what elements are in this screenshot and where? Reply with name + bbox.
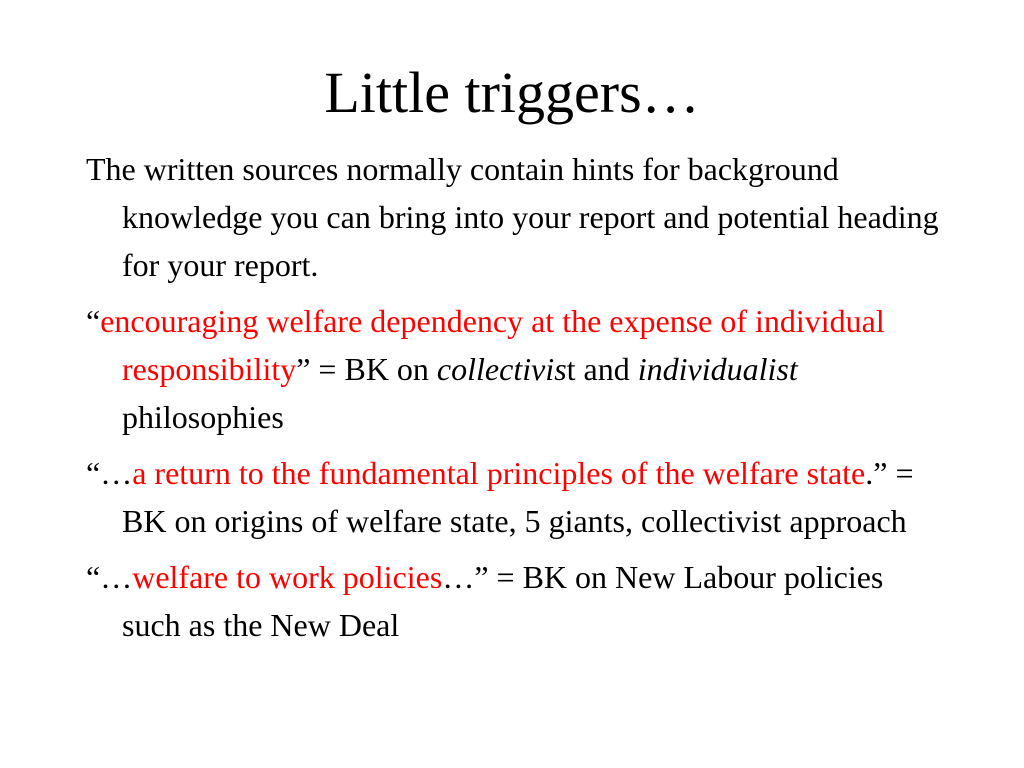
note-text: t and (566, 351, 638, 387)
bullet-point-1 (86, 297, 946, 441)
open-quote: “ (86, 303, 101, 339)
quoted-text: welfare to work policies (132, 559, 443, 595)
quoted-text: encouraging welfare dependency at the expense of individual responsibility (100, 303, 885, 387)
open-quote: “… (86, 559, 133, 595)
bullet-point-3 (86, 553, 946, 649)
note-text: = BK on origins of welfare state, 5 giants, collectivist approach (122, 455, 914, 539)
bullet-point-2 (86, 449, 946, 545)
close-quote: …” (442, 559, 489, 595)
note-text-end: philosophies (122, 399, 284, 435)
open-quote: “… (86, 455, 133, 491)
intro-paragraph: The written sources normally contain hints for background knowledge you can bring into your report and potential heading for your report. (86, 151, 939, 283)
slide-body (86, 145, 946, 657)
note-prefix: = BK on (310, 351, 437, 387)
note-text: = BK on New Labour policies such as the New Deal (122, 559, 884, 643)
quoted-text: a return to the fundamental principles of the welfare state (132, 455, 866, 491)
close-quote: ” (296, 351, 311, 387)
close-quote: .” (865, 455, 888, 491)
italic-term-collectivist: collectivis (436, 351, 567, 387)
slide-title: Little triggers… (324, 60, 700, 125)
italic-term-individualist: individualist (637, 351, 798, 387)
